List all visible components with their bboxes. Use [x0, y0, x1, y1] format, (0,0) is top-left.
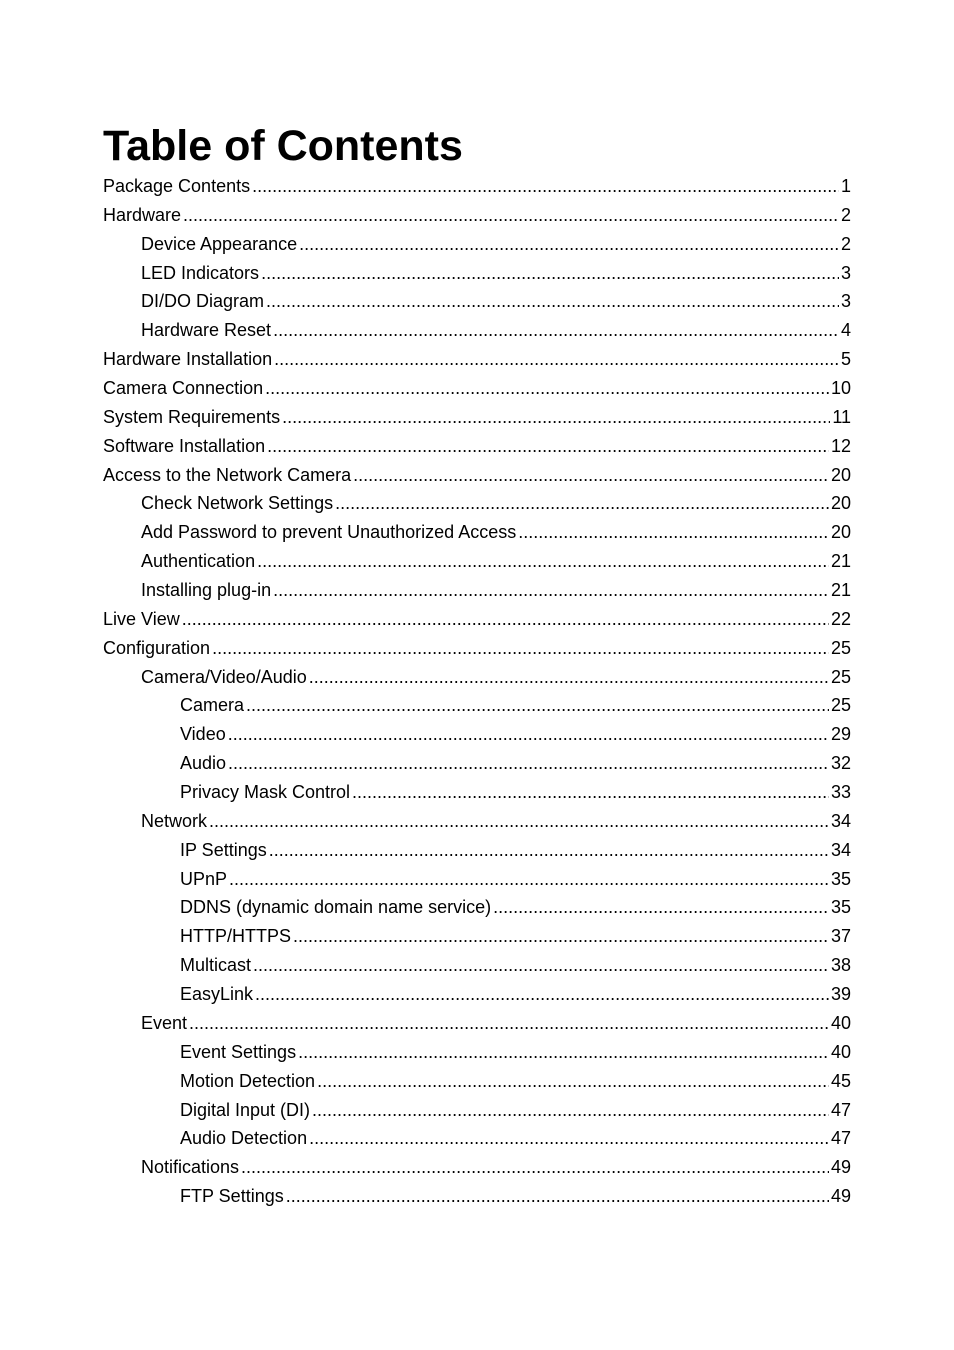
toc-entry-label: Authentication	[141, 551, 256, 572]
toc-entry-label: Hardware	[103, 204, 182, 225]
toc-dot-leader	[352, 778, 829, 807]
toc-entry-page: 12	[830, 435, 851, 456]
toc-entry[interactable]	[0, 172, 954, 201]
toc-entry-page: 37	[830, 926, 851, 947]
toc-dot-leader	[309, 663, 829, 692]
toc-entry[interactable]	[0, 489, 954, 518]
toc-entry-label: Audio Detection	[180, 1128, 308, 1149]
toc-entry[interactable]	[0, 922, 954, 951]
toc-entry[interactable]	[0, 1182, 954, 1211]
toc-entry-label: Video	[180, 724, 226, 745]
toc-entry[interactable]	[0, 836, 954, 865]
table-of-contents	[0, 172, 954, 1211]
toc-entry-page: 20	[830, 493, 851, 514]
toc-dot-leader	[299, 230, 839, 259]
toc-dot-leader	[312, 1096, 829, 1125]
toc-entry-page: 35	[830, 868, 851, 889]
toc-entry-label: Configuration	[103, 637, 211, 658]
toc-dot-leader	[252, 172, 839, 201]
toc-entry-label: Check Network Settings	[141, 493, 334, 514]
toc-dot-leader	[274, 345, 839, 374]
toc-entry-label: Hardware Reset	[141, 320, 272, 341]
toc-entry-label: DDNS (dynamic domain name service)	[180, 897, 492, 918]
toc-entry[interactable]	[0, 749, 954, 778]
toc-entry-page: 10	[830, 378, 851, 399]
toc-entry-page: 29	[830, 724, 851, 745]
toc-entry[interactable]	[0, 547, 954, 576]
toc-entry-label: Camera	[180, 695, 245, 716]
toc-entry-page: 3	[840, 291, 851, 312]
toc-dot-leader	[309, 1124, 829, 1153]
toc-entry-label: Device Appearance	[141, 233, 298, 254]
toc-entry-page: 47	[830, 1128, 851, 1149]
toc-entry[interactable]	[0, 663, 954, 692]
toc-entry-page: 21	[830, 551, 851, 572]
toc-entry-label: Live View	[103, 608, 180, 629]
toc-entry[interactable]	[0, 1067, 954, 1096]
toc-entry[interactable]	[0, 518, 954, 547]
toc-entry-label: Privacy Mask Control	[180, 782, 351, 803]
toc-entry-label: Event Settings	[180, 1041, 297, 1062]
toc-entry-page: 40	[830, 1041, 851, 1062]
toc-entry-page: 38	[830, 955, 851, 976]
toc-entry-page: 20	[830, 464, 851, 485]
toc-entry[interactable]	[0, 778, 954, 807]
toc-dot-leader	[253, 951, 829, 980]
toc-entry-label: IP Settings	[180, 839, 267, 860]
toc-entry-label: Multicast	[180, 955, 252, 976]
toc-dot-leader	[182, 605, 829, 634]
toc-dot-leader	[269, 836, 829, 865]
toc-dot-leader	[241, 1153, 829, 1182]
toc-dot-leader	[261, 259, 839, 288]
toc-entry[interactable]	[0, 374, 954, 403]
toc-entry-page: 3	[840, 262, 851, 283]
toc-dot-leader	[353, 461, 829, 490]
toc-dot-leader	[265, 374, 829, 403]
toc-dot-leader	[212, 634, 829, 663]
toc-entry[interactable]	[0, 605, 954, 634]
toc-entry-page: 40	[830, 1012, 851, 1033]
toc-entry-label: Camera/Video/Audio	[141, 666, 307, 687]
toc-entry-page: 4	[840, 320, 851, 341]
toc-dot-leader	[282, 403, 830, 432]
toc-entry-page: 35	[830, 897, 851, 918]
toc-entry-label: System Requirements	[103, 406, 281, 427]
toc-dot-leader	[183, 201, 839, 230]
toc-entry-page: 5	[840, 349, 851, 370]
toc-entry-page: 49	[830, 1186, 851, 1207]
toc-entry-page: 21	[830, 580, 851, 601]
toc-dot-leader	[228, 720, 829, 749]
toc-dot-leader	[273, 576, 829, 605]
toc-entry-page: 34	[830, 839, 851, 860]
toc-entry-label: HTTP/HTTPS	[180, 926, 291, 947]
toc-entry-label: Event	[141, 1012, 188, 1033]
toc-entry[interactable]	[0, 1124, 954, 1153]
toc-entry[interactable]	[0, 720, 954, 749]
toc-entry-label: Notifications	[141, 1157, 240, 1178]
toc-entry-page: 34	[830, 810, 851, 831]
toc-dot-leader	[255, 980, 829, 1009]
toc-dot-leader	[317, 1067, 829, 1096]
toc-entry-page: 11	[832, 406, 851, 427]
toc-dot-leader	[273, 316, 839, 345]
toc-dot-leader	[228, 749, 829, 778]
toc-dot-leader	[229, 865, 829, 894]
toc-dot-leader	[209, 807, 829, 836]
toc-dot-leader	[293, 922, 829, 951]
toc-entry-page: 1	[840, 176, 851, 196]
toc-entry[interactable]	[0, 345, 954, 374]
toc-entry-label: UPnP	[180, 868, 228, 889]
toc-entry-label: Package Contents	[103, 176, 251, 196]
toc-entry-page: 39	[830, 984, 851, 1005]
toc-dot-leader	[493, 893, 829, 922]
toc-entry[interactable]	[0, 576, 954, 605]
toc-entry[interactable]	[0, 634, 954, 663]
toc-entry[interactable]	[0, 432, 954, 461]
toc-dot-leader	[266, 287, 839, 316]
toc-dot-leader	[246, 691, 829, 720]
toc-entry-page: 25	[830, 637, 851, 658]
toc-entry-label: Access to the Network Camera	[103, 464, 352, 485]
toc-entry[interactable]	[0, 807, 954, 836]
toc-entry[interactable]	[0, 230, 954, 259]
toc-entry-page: 25	[830, 695, 851, 716]
toc-entry-page: 32	[830, 753, 851, 774]
page-title: Table of Contents	[103, 122, 463, 170]
toc-entry-label: Add Password to prevent Unauthorized Access	[141, 522, 517, 543]
toc-entry-label: Audio	[180, 753, 227, 774]
toc-entry-page: 47	[830, 1099, 851, 1120]
toc-dot-leader	[286, 1182, 829, 1211]
toc-entry-page: 2	[840, 204, 851, 225]
toc-entry[interactable]	[0, 461, 954, 490]
toc-entry[interactable]	[0, 1038, 954, 1067]
toc-entry-page: 49	[830, 1157, 851, 1178]
toc-entry[interactable]	[0, 1009, 954, 1038]
toc-entry-label: Camera Connection	[103, 378, 264, 399]
toc-entry-label: LED Indicators	[141, 262, 260, 283]
toc-entry[interactable]	[0, 403, 954, 432]
toc-entry[interactable]	[0, 1153, 954, 1182]
toc-dot-leader	[518, 518, 829, 547]
toc-entry-page: 20	[830, 522, 851, 543]
toc-entry-page: 33	[830, 782, 851, 803]
toc-entry[interactable]	[0, 259, 954, 288]
toc-entry-label: Motion Detection	[180, 1070, 316, 1091]
toc-entry-page: 25	[830, 666, 851, 687]
toc-dot-leader	[189, 1009, 829, 1038]
toc-dot-leader	[267, 432, 829, 461]
toc-dot-leader	[298, 1038, 829, 1067]
toc-entry[interactable]	[0, 691, 954, 720]
toc-entry-label: Digital Input (DI)	[180, 1099, 311, 1120]
toc-entry-page: 45	[830, 1070, 851, 1091]
toc-entry[interactable]	[0, 893, 954, 922]
toc-entry[interactable]	[0, 287, 954, 316]
toc-entry[interactable]	[0, 980, 954, 1009]
toc-entry-label: Hardware Installation	[103, 349, 273, 370]
toc-entry[interactable]	[0, 865, 954, 894]
toc-entry-label: FTP Settings	[180, 1186, 284, 1207]
toc-entry[interactable]	[0, 951, 954, 980]
toc-entry-label: EasyLink	[180, 984, 254, 1005]
toc-entry-page: 22	[830, 608, 851, 629]
toc-entry[interactable]	[0, 316, 954, 345]
toc-dot-leader	[335, 489, 829, 518]
toc-entry-label: Software Installation	[103, 435, 266, 456]
toc-dot-leader	[257, 547, 829, 576]
toc-entry-label: Network	[141, 810, 208, 831]
toc-entry-label: DI/DO Diagram	[141, 291, 265, 312]
toc-entry-label: Installing plug-in	[141, 580, 272, 601]
toc-entry-page: 2	[840, 233, 851, 254]
toc-entry[interactable]	[0, 1096, 954, 1125]
toc-entry[interactable]	[0, 201, 954, 230]
